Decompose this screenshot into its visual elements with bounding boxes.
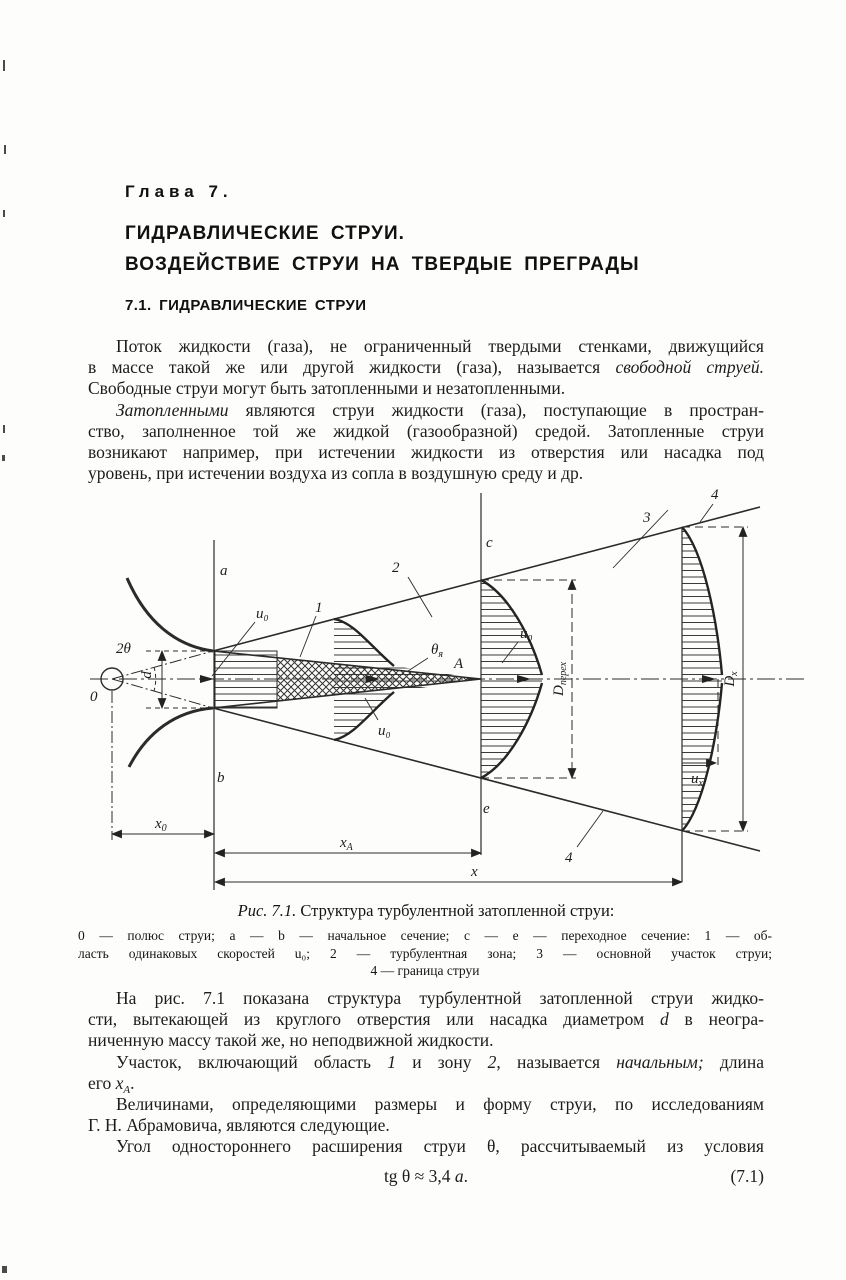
label-d: d: [139, 671, 155, 679]
leader: [577, 811, 603, 847]
figure-caption: [88, 901, 764, 921]
paragraph-line: Г. Н. Абрамовича, являются следующие.: [88, 1115, 390, 1136]
label-point-A: A: [454, 656, 464, 672]
scan-artifact: [2, 1266, 7, 1273]
leader: [408, 577, 432, 617]
text-run: Участок, включающий область: [116, 1051, 388, 1072]
text-run-italic: d: [659, 1009, 669, 1030]
label-u0-middle: u₀: [378, 723, 391, 739]
text-run-italic: начальным;: [616, 1051, 704, 1072]
flow-arrow: [200, 675, 214, 683]
label-zone-3: 3: [643, 510, 651, 526]
paragraph-line: [88, 1052, 764, 1073]
formula-lhs: tg θ ≈ 3,4: [383, 1165, 455, 1186]
paragraph-line: [88, 357, 764, 378]
leader: [613, 510, 668, 568]
lower-text-block: [88, 988, 764, 1190]
text-run: , называется: [496, 1051, 617, 1072]
label-d-transition: $D_{перех}$: [551, 661, 569, 697]
scan-artifact: [3, 210, 5, 217]
paragraph-line: Угол одностороннего расширения струи θ, рассчитываемый из условия: [116, 1136, 764, 1157]
text-run: в неогра-: [668, 1009, 765, 1030]
leader: [300, 616, 316, 657]
label-c: c: [486, 535, 493, 551]
title-line-1: ГИДРАВЛИЧЕСКИЕ СТРУИ.: [125, 223, 405, 244]
paragraph-line: [88, 400, 764, 421]
legend-line: ласть одинаковых скоростей u₀; 2 — турбулентная зона; 3 — основной участок струи;: [78, 945, 772, 961]
nozzle-wall-upper: [127, 578, 213, 651]
formula-row: [88, 1166, 764, 1190]
upper-text-block: [88, 336, 764, 484]
formula-variable: a: [454, 1165, 464, 1186]
text-run: .: [130, 1072, 135, 1093]
label-x0: $x_0$: [155, 816, 167, 834]
paragraph-line: [88, 1009, 764, 1030]
label-a: a: [220, 563, 228, 579]
paragraph-line: На рис. 7.1 показана структура турбулентной затопленной струи жидко-: [116, 988, 764, 1008]
chapter-heading: Глава 7.: [125, 182, 233, 201]
formula-7-1: [88, 1166, 764, 1187]
scan-artifact: [3, 60, 5, 71]
paragraph-line: [88, 1073, 764, 1094]
text-run: длина: [703, 1051, 764, 1072]
paragraph-line: Величинами, определяющими размеры и форму струи, по исследованиям: [116, 1094, 764, 1115]
legend-line: 0 — полюс струи; a — b — начальное сечение; c — e — переходное сечение: 1 — об-: [78, 928, 772, 943]
text-run: сти, вытекающей из круглого отверстия или насадка диаметром: [88, 1009, 660, 1030]
text-run-italic: Затопленными: [116, 399, 229, 420]
text-run-italic: 2: [487, 1051, 497, 1072]
text-run-italic: x: [115, 1072, 124, 1093]
figure-legend: [78, 927, 772, 980]
label-xA: $x_A$: [340, 835, 353, 853]
nozzle-wall-lower: [129, 708, 213, 767]
label-u0-transition: u₀: [520, 626, 533, 642]
dimensions: [112, 527, 748, 882]
paragraph-line: уровень, при истечении воздуха из сопла в воздушную среду и др.: [88, 463, 584, 484]
text-run: и зону: [396, 1051, 488, 1072]
label-zone-2: 2: [392, 560, 400, 576]
text-run-italic: 1: [387, 1051, 396, 1072]
label-boundary-4-top: 4: [711, 487, 719, 503]
legend-line: 4 — граница струи: [370, 963, 480, 978]
text-run: его: [88, 1072, 116, 1093]
title-line-2: ВОЗДЕЙСТВИЕ СТРУИ НА ТВЕРДЫЕ ПРЕГРАДЫ: [125, 254, 640, 275]
label-b: b: [217, 770, 225, 786]
label-e: e: [483, 801, 490, 817]
figure-reference: Рис. 7.1.: [237, 901, 297, 920]
label-u0-initial: u₀: [256, 606, 269, 622]
label-boundary-4-bottom: 4: [565, 850, 573, 866]
page-title: [125, 218, 685, 280]
label-d-x: $D_x$: [722, 671, 740, 687]
section-heading: 7.1. ГИДРАВЛИЧЕСКИЕ СТРУИ: [125, 297, 367, 314]
label-theta-core: $\theta_я$: [431, 642, 444, 660]
figure-7-1-diagram: [60, 470, 820, 900]
text-run: являются струи жидкости (газа), поступающие в простран-: [228, 399, 764, 420]
paragraph-line: Свободные струи могут быть затопленными и незатопленными.: [88, 378, 566, 399]
label-angle-2theta: 2θ: [116, 641, 131, 657]
paragraph-line: возникают например, при истечении жидкости из отверстия или насадка под: [88, 442, 764, 463]
text-run-italic: свободной струей.: [615, 357, 764, 378]
scan-artifact: [2, 455, 5, 461]
paragraph-line: Поток жидкости (газа), не ограниченный твердыми стенками, движущийся: [116, 336, 764, 356]
scan-artifact: [3, 425, 5, 433]
formula-dot: .: [463, 1165, 469, 1186]
scan-artifact: [4, 145, 6, 154]
leader: [408, 658, 428, 671]
label-pole: 0: [90, 689, 98, 705]
figure-caption-text: Структура турбулентной затопленной струи:: [296, 901, 615, 920]
paragraph-line: ниченную массу такой же, но неподвижной жидкости.: [88, 1030, 494, 1051]
text-run: в массе такой же или другой жидкости (газа), называется: [88, 357, 616, 378]
label-u-x: $u_x$: [691, 771, 703, 789]
equation-number: (7.1): [730, 1165, 764, 1186]
paragraph-line: ство, заполненное той же жидкой (газообразной) средой. Затопленные струи: [88, 420, 764, 441]
label-zone-1: 1: [315, 600, 323, 616]
text-run-subscript: A: [123, 1083, 131, 1096]
label-x: x: [471, 864, 478, 880]
